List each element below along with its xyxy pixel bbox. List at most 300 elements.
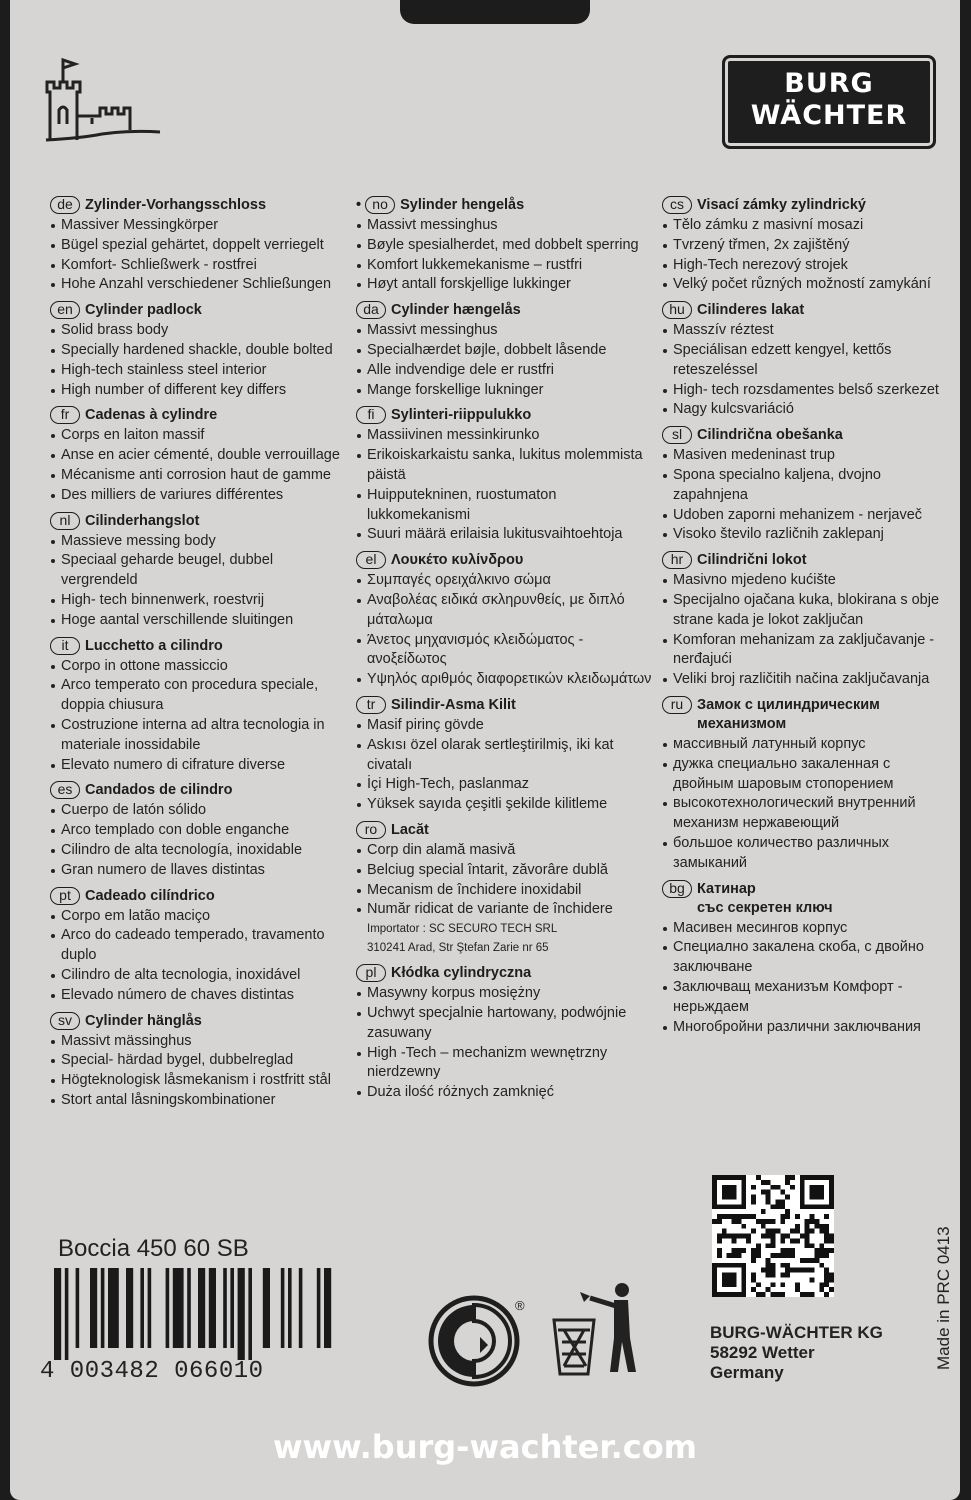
qr-module — [712, 1190, 717, 1195]
feature-item: Speciálisan edzett kengyel, kettős reteszeléssel — [662, 341, 952, 381]
qr-module — [712, 1287, 717, 1292]
language-section-nl — [50, 512, 342, 631]
qr-module — [766, 1180, 771, 1185]
qr-module — [736, 1234, 741, 1239]
qr-module — [771, 1282, 776, 1287]
qr-module — [741, 1204, 746, 1209]
stripe-segment — [946, 1410, 960, 1424]
feature-item: Αναβολέας ειδικά σκληρυνθείς, με διπλό μάταλωμα — [356, 591, 656, 631]
qr-module — [810, 1229, 815, 1234]
qr-module — [819, 1229, 824, 1234]
qr-module — [780, 1190, 785, 1195]
qr-module — [805, 1243, 810, 1248]
barcode-bar — [173, 1268, 184, 1348]
qr-module — [829, 1195, 834, 1200]
feature-item: Cuerpo de latón sólido — [50, 801, 342, 821]
qr-module — [712, 1263, 717, 1268]
qr-module — [790, 1175, 795, 1180]
section-heading — [662, 426, 952, 445]
section-title: Λουκέτο κυλίνδρου — [391, 552, 524, 569]
stripe-segment — [922, 1410, 944, 1424]
packaging-card-back — [10, 0, 960, 1500]
qr-module — [795, 1224, 800, 1229]
qr-module — [722, 1263, 727, 1268]
qr-module — [727, 1195, 732, 1200]
feature-item: Mange forskellige lukninger — [356, 381, 656, 401]
language-code-badge: de — [50, 196, 80, 214]
stripe-segment — [682, 1410, 704, 1424]
language-section-en — [50, 301, 342, 400]
qr-module — [722, 1214, 727, 1219]
stripe-segment — [442, 1410, 464, 1424]
qr-module — [712, 1277, 717, 1282]
qr-module — [741, 1224, 746, 1229]
barcode-bar — [238, 1268, 245, 1360]
qr-module — [766, 1199, 771, 1204]
qr-module — [732, 1248, 737, 1253]
qr-module — [805, 1229, 810, 1234]
qr-module — [761, 1219, 766, 1224]
qr-module — [712, 1219, 717, 1224]
qr-module — [800, 1292, 805, 1297]
qr-module — [824, 1282, 829, 1287]
feature-item: высокотехнологический внутренний механизм нержавеющий — [662, 794, 952, 834]
qr-module — [732, 1238, 737, 1243]
qr-module — [756, 1243, 761, 1248]
qr-module — [722, 1190, 727, 1195]
feature-item: Massieve messing body — [50, 532, 342, 552]
qr-module — [712, 1282, 717, 1287]
feature-item: Masiven medeninast trup — [662, 446, 952, 466]
qr-module — [766, 1219, 771, 1224]
qr-module — [766, 1273, 771, 1278]
section-title: Sylinder hengelås — [400, 197, 525, 213]
qr-module — [732, 1253, 737, 1258]
language-code-badge: sv — [50, 1012, 80, 1030]
barcode-bar — [209, 1268, 216, 1348]
language-section-pt — [50, 887, 342, 1006]
feature-item: Massivt messinghus — [356, 216, 656, 236]
qr-module — [785, 1209, 790, 1214]
feature-item: Speciaal geharde beugel, dubbel vergrendeld — [50, 551, 342, 591]
qr-module — [800, 1190, 805, 1195]
feature-item: Udoben zaporni mehanizem - nerjaveč — [662, 506, 952, 526]
qr-module — [741, 1214, 746, 1219]
feature-item: Άνετος μηχανισμός κλειδώματος - ανοξείδωτος — [356, 631, 656, 671]
section-title: Visací zámky zylindrický — [697, 197, 867, 213]
qr-module — [805, 1175, 810, 1180]
stripe-segment — [58, 1410, 80, 1424]
qr-module — [712, 1292, 717, 1297]
stripe-segment — [658, 1410, 680, 1424]
feature-item: Cilindro de alta tecnologia, inoxidável — [50, 966, 342, 986]
qr-module — [732, 1190, 737, 1195]
language-code-badge: da — [356, 301, 386, 319]
qr-module — [785, 1253, 790, 1258]
qr-module — [761, 1180, 766, 1185]
barcode-bar — [230, 1268, 234, 1348]
qr-module — [819, 1175, 824, 1180]
section-heading — [50, 887, 342, 906]
qr-module — [785, 1214, 790, 1219]
section-title: Lucchetto a cilindro — [85, 637, 223, 654]
section-title: Cilinderes lakat — [697, 302, 805, 319]
qr-module — [766, 1229, 771, 1234]
qr-module — [810, 1204, 815, 1209]
qr-module — [732, 1273, 737, 1278]
qr-module — [790, 1268, 795, 1273]
qr-module — [819, 1195, 824, 1200]
qr-module — [732, 1277, 737, 1282]
language-code-badge: ro — [356, 821, 386, 839]
qr-module — [771, 1229, 776, 1234]
qr-module — [795, 1268, 800, 1273]
qr-module — [829, 1185, 834, 1190]
logo-line-1: BURG — [784, 68, 874, 99]
stripe-segment — [298, 1410, 320, 1424]
qr-module — [722, 1273, 727, 1278]
qr-module — [771, 1238, 776, 1243]
feature-item: Massivt messinghus — [356, 321, 656, 341]
qr-module — [717, 1214, 722, 1219]
feature-item: Număr ridicat de variante de închidere — [356, 900, 656, 920]
qr-module — [761, 1268, 766, 1273]
feature-item: Gran numero de llaves distintas — [50, 861, 342, 881]
qr-module — [810, 1175, 815, 1180]
qr-module — [771, 1219, 776, 1224]
tidyman-trash-icon — [550, 1280, 640, 1380]
stripe-segment — [610, 1410, 632, 1424]
language-column-3 — [662, 196, 952, 1043]
section-heading — [356, 964, 656, 983]
qr-module — [741, 1180, 746, 1185]
qr-module — [819, 1204, 824, 1209]
section-title: Cylinder hänglås — [85, 1012, 202, 1029]
qr-module — [766, 1287, 771, 1292]
feature-item: Anse en acier cémenté, double verrouillage — [50, 446, 342, 466]
section-title: Катинар със секретен ключ — [697, 880, 833, 916]
qr-module — [829, 1199, 834, 1204]
qr-module — [819, 1287, 824, 1292]
address-line: BURG-WÄCHTER KG — [710, 1323, 883, 1342]
language-code-badge: fr — [50, 406, 80, 424]
language-code-badge: tr — [356, 696, 386, 714]
qr-module — [766, 1234, 771, 1239]
feature-item: Συμπαγές ορειχάλκινο σώμα — [356, 571, 656, 591]
qr-module — [805, 1204, 810, 1209]
feature-item: Tělo zámku z masivní mosazi — [662, 216, 952, 236]
feature-item: Massiivinen messinkirunko — [356, 426, 656, 446]
qr-module — [712, 1273, 717, 1278]
feature-item: Huipputekninen, ruostumaton lukkomekanismi — [356, 486, 656, 526]
qr-module — [819, 1282, 824, 1287]
feature-item: Υψηλός αριθμός διαφορετικών κλειδωμάτων — [356, 670, 656, 690]
barcode-bar — [166, 1268, 170, 1348]
qr-module — [741, 1282, 746, 1287]
feature-item: Масивен месингов корпус — [662, 919, 952, 939]
qr-module — [756, 1253, 761, 1258]
barcode-bar — [90, 1268, 97, 1348]
feature-item: большое количество различных замыканий — [662, 834, 952, 874]
stripe-segment — [850, 1410, 872, 1424]
stripe-segment — [466, 1410, 488, 1424]
qr-module — [785, 1268, 790, 1273]
language-code-badge: pl — [356, 964, 386, 982]
qr-module — [766, 1195, 771, 1200]
qr-module — [829, 1248, 834, 1253]
section-heading — [662, 696, 952, 734]
qr-module — [727, 1214, 732, 1219]
stripe-segment — [82, 1410, 104, 1424]
barcode-bar — [288, 1268, 292, 1348]
stripe-segment — [274, 1410, 296, 1424]
qr-module — [736, 1292, 741, 1297]
section-heading — [50, 301, 342, 320]
feature-item: Cilindro de alta tecnología, inoxidable — [50, 841, 342, 861]
barcode-bar — [65, 1268, 69, 1360]
qr-module — [795, 1287, 800, 1292]
feature-item: Corpo in ottone massiccio — [50, 657, 342, 677]
qr-module — [775, 1199, 780, 1204]
qr-module — [732, 1282, 737, 1287]
qr-module — [746, 1214, 751, 1219]
qr-module — [814, 1185, 819, 1190]
feature-item: Askısı özel olarak sertleştirilmiş, iki kat civatalı — [356, 736, 656, 776]
qr-module — [751, 1185, 756, 1190]
qr-module — [790, 1229, 795, 1234]
qr-module — [785, 1248, 790, 1253]
language-section-da — [356, 301, 656, 400]
section-title: Cilindrični lokot — [697, 552, 807, 569]
qr-module — [780, 1219, 785, 1224]
qr-module — [800, 1199, 805, 1204]
feature-item: Bøyle spesialherdet, med dobbelt sperring — [356, 236, 656, 256]
stripe-segment — [802, 1410, 824, 1424]
language-code-badge: pt — [50, 887, 80, 905]
feature-item: Des milliers de variures différentes — [50, 486, 342, 506]
qr-module — [810, 1268, 815, 1273]
qr-module — [819, 1185, 824, 1190]
feature-item: Specijalno ojačana kuka, blokirana s obje strane kada je lokot zaključan — [662, 591, 952, 631]
model-number: Boccia 450 60 SB — [58, 1235, 249, 1262]
stripe-segment — [346, 1410, 368, 1424]
qr-module — [810, 1277, 815, 1282]
qr-module — [741, 1263, 746, 1268]
qr-module — [722, 1282, 727, 1287]
importer-note: Importator : SC SECURO TECH SRL — [367, 923, 558, 936]
barcode-bar — [324, 1268, 331, 1348]
section-title: Cadenas à cylindre — [85, 407, 218, 424]
qr-module — [771, 1268, 776, 1273]
qr-module — [751, 1199, 756, 1204]
feature-item: Corps en laiton massif — [50, 426, 342, 446]
qr-module — [814, 1248, 819, 1253]
qr-module — [732, 1204, 737, 1209]
section-heading — [356, 406, 656, 425]
language-section-pl — [356, 964, 656, 1103]
feature-item: Специално закалена скоба, с двойно заключване — [662, 938, 952, 978]
qr-module — [736, 1263, 741, 1268]
feature-item: Elevato numero di cifrature diverse — [50, 756, 342, 776]
feature-item: Komfort- Schließwerk - rostfrei — [50, 256, 342, 276]
qr-module — [761, 1190, 766, 1195]
qr-module — [751, 1273, 756, 1278]
qr-module — [741, 1190, 746, 1195]
qr-module — [814, 1253, 819, 1258]
qr-module — [824, 1234, 829, 1239]
feature-item: Corpo em latão maciço — [50, 907, 342, 927]
language-code-badge: it — [50, 637, 80, 655]
castle-icon — [42, 52, 162, 144]
qr-module — [790, 1253, 795, 1258]
qr-module — [746, 1234, 751, 1239]
qr-module — [805, 1268, 810, 1273]
qr-module — [785, 1195, 790, 1200]
qr-module — [780, 1248, 785, 1253]
ean-barcode — [50, 1268, 340, 1360]
footer-stripe — [10, 1410, 960, 1424]
stripe-segment — [370, 1410, 392, 1424]
stripe-segment — [250, 1410, 272, 1424]
stripe-segment — [730, 1410, 752, 1424]
feature-item: Mécanisme anti corrosion haut de gamme — [50, 466, 342, 486]
qr-module — [795, 1214, 800, 1219]
hang-hole — [400, 0, 590, 24]
qr-module — [800, 1204, 805, 1209]
barcode-bar — [148, 1268, 152, 1348]
section-title: Замок с цилиндрическим механизмом — [697, 696, 880, 732]
stripe-segment — [514, 1410, 536, 1424]
stripe-segment — [490, 1410, 512, 1424]
qr-module — [810, 1219, 815, 1224]
website-url: www.burg-wachter.com — [272, 1428, 698, 1466]
language-code-badge: cs — [662, 196, 692, 214]
qr-module — [805, 1219, 810, 1224]
qr-module — [727, 1253, 732, 1258]
qr-module — [771, 1292, 776, 1297]
section-heading — [662, 196, 952, 215]
barcode-bar — [281, 1268, 285, 1348]
qr-module — [722, 1185, 727, 1190]
qr-module — [814, 1204, 819, 1209]
language-section-ro — [356, 821, 656, 958]
barcode-bar — [76, 1268, 80, 1348]
qr-module — [712, 1199, 717, 1204]
qr-module — [824, 1238, 829, 1243]
qr-module — [795, 1229, 800, 1234]
feature-item: Hohe Anzahl verschiedener Schließungen — [50, 275, 342, 295]
qr-module — [717, 1219, 722, 1224]
qr-module — [805, 1238, 810, 1243]
section-title: Silindir-Asma Kilit — [391, 696, 516, 713]
qr-module — [736, 1214, 741, 1219]
qr-module — [814, 1224, 819, 1229]
qr-module — [761, 1234, 766, 1239]
qr-module — [824, 1248, 829, 1253]
feature-item: Velký počet různých možností zamykání — [662, 275, 952, 295]
language-section-fi — [356, 406, 656, 545]
language-code-badge: bg — [662, 880, 692, 898]
qr-module — [805, 1258, 810, 1263]
qr-module — [741, 1175, 746, 1180]
qr-module — [727, 1292, 732, 1297]
section-title: Cadeado cilíndrico — [85, 887, 215, 904]
qr-module — [741, 1292, 746, 1297]
feature-item: Erikoiskarkaistu sanka, lukitus molemmista päistä — [356, 446, 656, 486]
language-code-badge: fi — [356, 406, 386, 424]
stripe-segment — [754, 1410, 776, 1424]
qr-module — [766, 1190, 771, 1195]
feature-item: Spona specialno kaljena, dvojno zapahnjena — [662, 466, 952, 506]
qr-module — [741, 1273, 746, 1278]
feature-item: High- tech binnenwerk, roestvrij — [50, 591, 342, 611]
qr-module — [732, 1185, 737, 1190]
qr-module — [775, 1253, 780, 1258]
stripe-segment — [826, 1410, 848, 1424]
feature-item: Belciug special întarit, zăvorâre dublă — [356, 861, 656, 881]
feature-item: Nagy kulcsvariáció — [662, 400, 952, 420]
qr-module — [824, 1175, 829, 1180]
language-section-es — [50, 781, 342, 880]
address-line: 58292 Wetter — [710, 1343, 815, 1362]
stripe-segment — [874, 1410, 896, 1424]
stripe-segment — [34, 1410, 56, 1424]
section-title: Candados de cilindro — [85, 782, 233, 799]
qr-module — [717, 1234, 722, 1239]
barcode-bar — [187, 1268, 191, 1348]
section-heading — [356, 196, 656, 215]
language-code-badge: es — [50, 781, 80, 799]
stripe-segment — [538, 1410, 560, 1424]
feature-item: Uchwyt specjalnie hartowany, podwójnie zasuwany — [356, 1004, 656, 1044]
qr-module — [800, 1258, 805, 1263]
qr-module — [775, 1185, 780, 1190]
qr-module — [766, 1243, 771, 1248]
qr-module — [756, 1282, 761, 1287]
qr-module — [727, 1185, 732, 1190]
qr-module — [805, 1234, 810, 1239]
importer-note: 310241 Arad, Str Ştefan Zarie nr 65 — [367, 942, 549, 955]
section-heading — [50, 406, 342, 425]
heading-bullet: • — [356, 197, 362, 213]
qr-module — [771, 1185, 776, 1190]
qr-module — [712, 1268, 717, 1273]
recycle-green-dot-icon — [428, 1295, 520, 1387]
stripe-segment — [322, 1410, 344, 1424]
qr-module — [732, 1214, 737, 1219]
qr-module — [717, 1253, 722, 1258]
language-section-it — [50, 637, 342, 776]
qr-module — [727, 1273, 732, 1278]
language-section-bg — [662, 880, 952, 1038]
feature-item: массивный латунный корпус — [662, 735, 952, 755]
qr-module — [722, 1204, 727, 1209]
stripe-segment — [106, 1410, 128, 1424]
qr-module — [780, 1204, 785, 1209]
section-title: Zylinder-Vorhangsschloss — [85, 197, 267, 213]
feature-item: Komfort lukkemekanisme – rustfri — [356, 256, 656, 276]
barcode-bar — [126, 1268, 133, 1348]
qr-module — [819, 1224, 824, 1229]
barcode-bar — [299, 1268, 303, 1348]
qr-module — [751, 1248, 756, 1253]
qr-module — [824, 1277, 829, 1282]
qr-module — [819, 1253, 824, 1258]
qr-module — [785, 1175, 790, 1180]
qr-module — [824, 1273, 829, 1278]
qr-module — [751, 1253, 756, 1258]
barcode-bar — [198, 1268, 205, 1348]
